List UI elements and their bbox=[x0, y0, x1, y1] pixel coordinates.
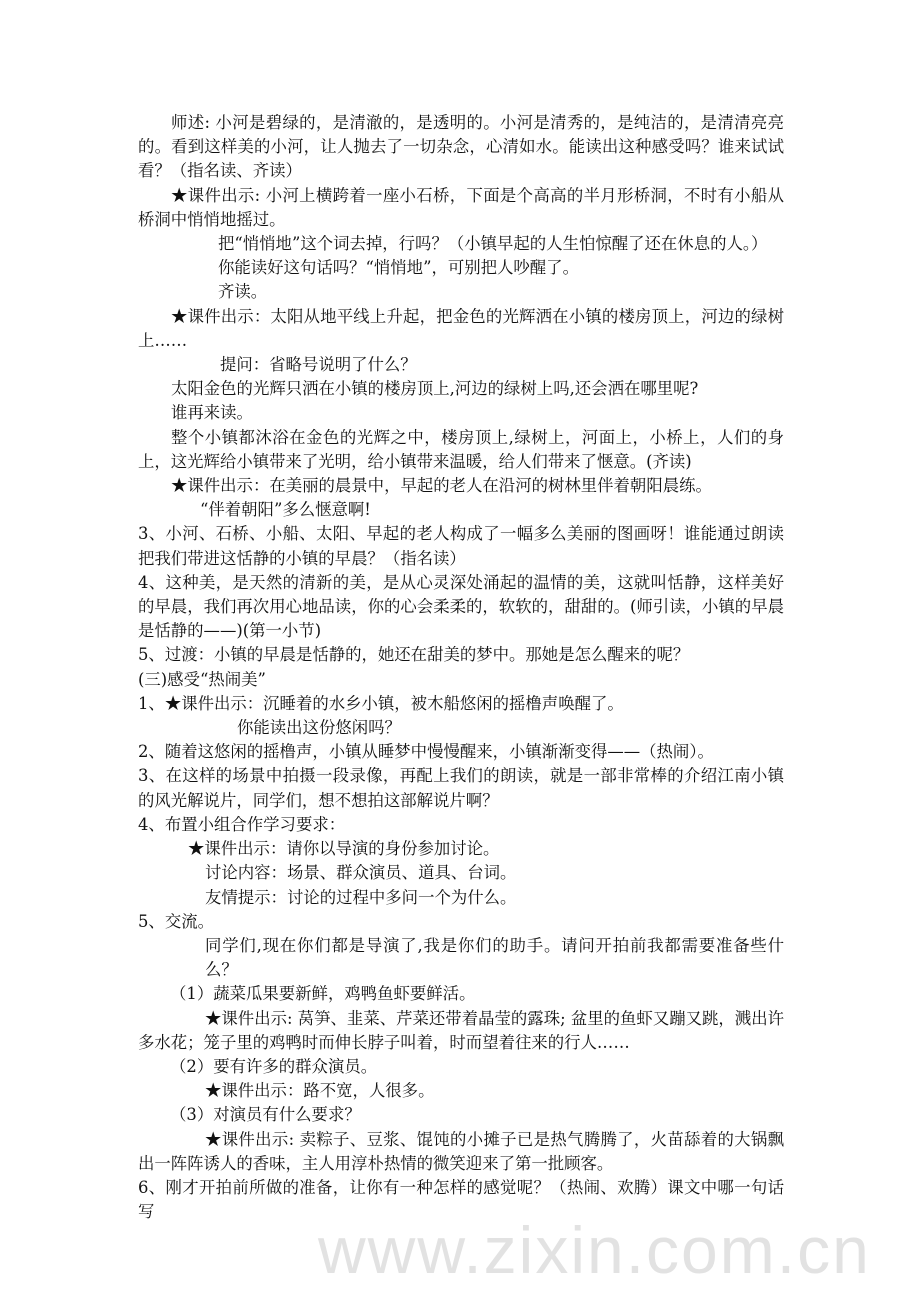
paragraph-courseware-elders: ★课件出示：在美丽的晨景中，早起的老人在沿河的树林里伴着朝阳晨练。 bbox=[171, 476, 712, 496]
section-heading-lively: (三)感受“热闹美” bbox=[138, 669, 266, 689]
paragraph-whole-town: 整个小镇都沐浴在金色的光辉之中，楼房顶上,绿树上，河面上，小桥上，人们的身上，这光辉给小镇带来了光明，给小镇带来温暖，给人们带来了惬意。(齐读) bbox=[138, 427, 784, 471]
paragraph-read-together: 齐读。 bbox=[218, 282, 268, 302]
paragraph-courseware-stalls: ★课件出示: 卖粽子、豆浆、馄饨的小摊子已是热气腾腾了，火苗舔着的大锅飘出一阵阵诱人的香味，主人用淳朴热情的微笑迎来了第一批顾客。 bbox=[138, 1129, 784, 1173]
paragraph-courseware-road: ★课件出示：路不宽，人很多。 bbox=[205, 1081, 435, 1101]
paragraph-lively-2: 2、随着这悠闲的摇橹声，小镇从睡梦中慢慢醒来，小镇渐渐变得——（热闹）。 bbox=[138, 742, 714, 762]
paragraph-courseware-sun: ★课件出示：太阳从地平线上升起，把金色的光辉洒在小镇的楼房顶上，河边的绿树上…… bbox=[138, 306, 784, 350]
paragraph-courseware-director: ★课件出示：请你以导演的身份参加讨论。 bbox=[188, 839, 500, 859]
document-page bbox=[138, 111, 784, 1224]
paragraph-sub-1: （1）蔬菜瓜果要新鲜，鸡鸭鱼虾要鲜活。 bbox=[170, 984, 476, 1004]
paragraph-item-4: 4、这种美，是天然的清新的美，是从心灵深处涌起的温情的美，这就叫恬静，这样美好的早晨，我们再次用心地品读，你的心会柔柔的，软软的，甜甜的。(师引读，小镇的早晨是恬静的——)(第一小节) bbox=[138, 572, 784, 641]
watermark: www.zixin.com.cn bbox=[318, 1213, 871, 1287]
paragraph-sunlight-question: 太阳金色的光辉只洒在小镇的楼房顶上,河边的绿树上吗,还会洒在哪里呢? bbox=[171, 379, 699, 399]
paragraph-who-reads: 谁再来读。 bbox=[171, 403, 253, 423]
paragraph-read-leisure: 你能读出这份悠闲吗？ bbox=[237, 718, 401, 738]
paragraph-lively-5: 5、交流。 bbox=[138, 911, 214, 931]
paragraph-sub-2: （2）要有许多的群众演员。 bbox=[170, 1056, 378, 1076]
paragraph-question-quietly: 把“悄悄地”这个词去掉，行吗？（小镇早起的人生怕惊醒了还在休息的人。） bbox=[218, 234, 768, 254]
paragraph-friendly-tip: 友情提示：讨论的过程中多问一个为什么。 bbox=[205, 887, 517, 907]
paragraph-with-sunrise: “伴着朝阳”多么惬意啊! bbox=[200, 500, 371, 520]
paragraph-read-well: 你能读好这句话吗？“悄悄地”，可别把人吵醒了。 bbox=[218, 258, 579, 278]
paragraph-lively-4: 4、布置小组合作学习要求： bbox=[138, 814, 346, 834]
paragraph-question-ellipsis: 提问：省略号说明了什么？ bbox=[220, 355, 417, 375]
paragraph-courseware-bridge: ★课件出示: 小河上横跨着一座小石桥，下面是个高高的半月形桥洞，不时有小船从桥洞中悄悄地摇过。 bbox=[138, 185, 784, 229]
paragraph-item-5: 5、过渡：小镇的早晨是恬静的，她还在甜美的梦中。那她是怎么醒来的呢？ bbox=[138, 645, 690, 665]
paragraph-lively-6: 6、刚才开拍前所做的准备，让你有一种怎样的感觉呢？（热闹、欢腾）课文中哪一句话写 bbox=[138, 1177, 784, 1222]
paragraph-lively-1: 1、★课件出示：沉睡着的水乡小镇，被木船悠闲的摇橹声唤醒了。 bbox=[138, 693, 624, 713]
paragraph-courseware-vegetables: ★课件出示: 莴笋、韭菜、芹菜还带着晶莹的露珠; 盆里的鱼虾又蹦又跳，溅出许多水花；笼子里的鸡鸭时而伸长脖子叫着，时而望着往来的行人…… bbox=[138, 1008, 784, 1052]
paragraph-item-3: 3、小河、石桥、小船、太阳、早起的老人构成了一幅多么美丽的图画呀！谁能通过朗读把我们带进这恬静的小镇的早晨？（指名读） bbox=[138, 524, 784, 568]
paragraph-lively-3: 3、在这样的场景中拍摄一段录像，再配上我们的朗读，就是一部非常棒的介绍江南小镇的风光解说片，同学们，想不想拍这部解说片啊？ bbox=[138, 766, 784, 810]
paragraph-teacher-narration: 师述: 小河是碧绿的，是清澈的，是透明的。小河是清秀的，是纯洁的，是清清亮亮的。看到这样美的小河，让人抛去了一切杂念，心清如水。能读出这种感受吗？谁来试试看？（指名读、齐读） bbox=[138, 113, 784, 181]
paragraph-students-directors: 同学们,现在你们都是导演了,我是你们的助手。请问开拍前我都需要准备些什么？ bbox=[205, 935, 784, 980]
paragraph-sub-3: （3）对演员有什么要求？ bbox=[170, 1105, 361, 1125]
paragraph-discussion-content: 讨论内容：场景、群众演员、道具、台词。 bbox=[205, 863, 517, 883]
